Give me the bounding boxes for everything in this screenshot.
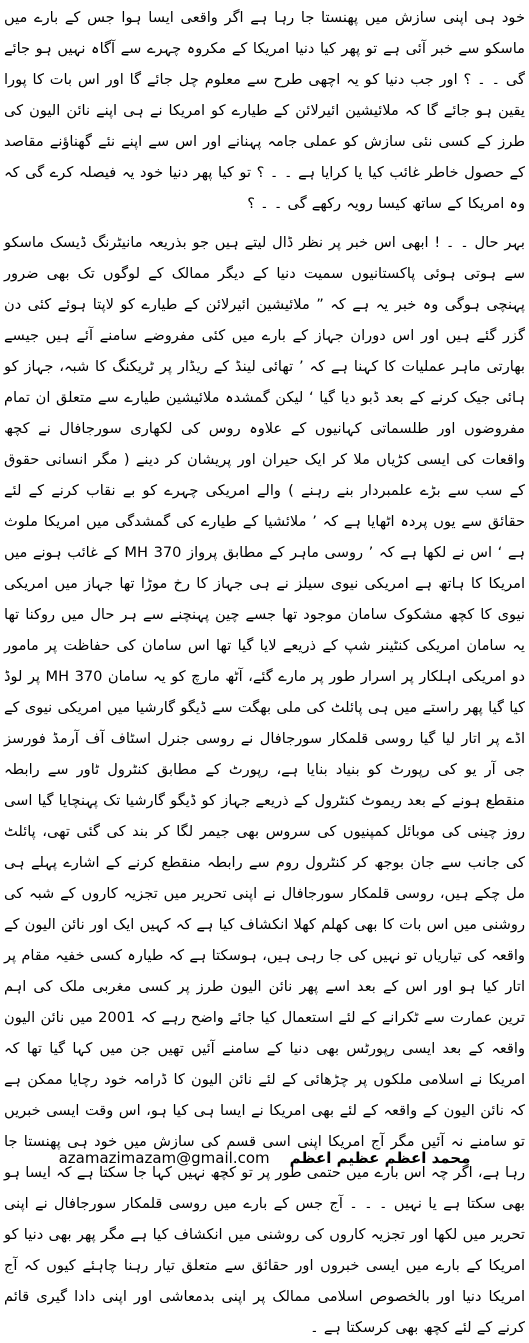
author-email: azamazimazam@gmail.com xyxy=(58,1149,270,1167)
signature-footer xyxy=(0,1143,529,1173)
article-paragraph-2: بہر حال ۔ ۔ ! ابھی اس خبر پر نظر ڈال لیتے ہیں جو بذریعہ مانیٹرنگ ڈیسک ماسکو سے ہوتی ہوئی پاکستانیوں سمیت دنیا کے دیگر ممالک کے لوگوں تک بھی ضرور پہنچی ہوگی وہ خبر یہ ہے کہ ” ملائیشین ائیرلائن کے طیارے کو لاپتا ہوئے کئی دن گزر گئے ہیں اور اس دوران جہاز کے بارے میں کئی مفروضے سامنے آئے ہیں جیسے بھارتی ماہر عملیات کا کہنا ہے کہ ’ تھائی لینڈ کے ریڈار پر ٹریکنگ کا شبہ، جہاز کو ہائی جیک کرنے کے بعد ڈبو دیا گیا ‘ لیکن گمشدہ ملائیشین طیارے سے متعلق ان تمام مفروضوں اور طلسماتی کہانیوں کے علاوہ روس کی لکھاری سورجافال نے کچھ واقعات کی ایسی کڑیاں ملا کر ایک حیران اور پریشان کر دینے ( مگر انسانی حقوق کے سب سے بڑے علمبردار بنے رہنے ) والے امریکی چہرے کو بے نقاب کرنے کے لئے حقائق سے یوں پردہ اٹھایا ہے کہ ’ ملائشیا کے طیارے کی گمشدگی میں امریکا ملوث ہے ‘ اس نے لکھا ہے کہ ’ روسی ماہر کے مطابق پرواز MH 370 کے غائب ہونے میں امریکا کا ہاتھ ہے امریکی نیوی سیلز نے ہی جہاز کا رخ موڑا تھا جہاز میں امریکی نیوی کا کچھ مشکوک سامان موجود تھا جسے چین پہنچنے سے ہر حال میں روکنا تھا یہ سامان امریکی کنٹینر شپ کے ذریعے لایا گیا تھا اس سامان کی حفاظت پر مامور دو امریکی اہلکار پر اسرار طور پر مارے گئے، آٹھ مارچ کو یہ سامان MH 370 پر لوڈ کیا گیا پھر راستے میں ہی پائلٹ کی ملی بھگت سے ڈیگو گارشیا میں امریکی نیوی کے اڈے پر اتار لیا گیا روسی قلمکار سورجافال نے روسی جنرل اسٹاف آف آرمڈ فورسز جی آر یو کی رپورٹ کو بنیاد بنایا ہے، رپورٹ کے مطابق کنٹرول ٹاور سے رابطہ منقطع ہونے کے بعد ریموٹ کنٹرول کے ذریعے جہاز کو ڈیگو گارشیا تک پہنچایا گیا اسی روز چینی کی موبائل کمپنیوں کی سروس بھی جیمر لگا کر بند کی گئی تھی، پائلٹ کی جانب سے جان بوجھ کر کنٹرول روم سے رابطہ منقطع کرنے کے اشارے پہلے ہی مل چکے ہیں، روسی قلمکار سورجافال نے اپنی تحریر میں تجزیہ کاروں کے شبہ کی روشنی میں اس بات کا بھی کھلم کھلا انکشاف کیا ہے کہ کہیں ایک اور نائن الیون کے واقعہ کی تیاریاں تو نہیں کی جا رہی ہیں، ہوسکتا ہے کہ طیارہ کسی خفیہ مقام پر اتار کیا ہو اور اس کے بعد اسے پھر نائن الیون طرز پر کسی مغربی ملک کی اہم ترین عمارت سے ٹکرانے کے لئے استعمال کیا جائے واضح رہے کہ 2001 میں نائن الیون واقعہ کے بعد ایسی رپورٹس بھی دنیا کے سامنے آئیں تھیں جن میں کہا گیا تھا کہ امریکا نے اسلامی ملکوں پر چڑھائی کے لئے نائن الیون کا ڈرامہ خود رچایا ممکن ہے کہ نائن الیون کے واقعہ کے لئے بھی امریکا نے ایسا ہی کیا ہو، اس وقت ایسی خبریں تو سامنے نہ آئیں مگر آج امریکا اپنی اسی قسم کی سازش میں خود ہی پھنستا جا رہا ہے، اگر چہ اس بارے میں حتمی طور پر تو کچھ نہیں کہا جا سکتا ہے کہ ایسا ہو بھی سکتا ہے یا نہیں ۔ ۔ ۔ آج جس کے بارے میں روسی قلمکار سورجافال نے اپنی تحریر میں لکھا اور تجزیہ کاروں کی روشنی میں انکشاف کیا ہے مگر پھر بھی دنیا کو امریکا کے بارے میں ایسی خبروں اور حقائق سے متعلق تیار رہنا چاہئے کیوں کہ آج امریکا دنیا اور بالخصوص اسلامی ممالک پر اپنی بدمعاشی اور اپنی دادا گیری قائم کرنے کے لئے کچھ بھی کرسکتا ہے ۔ xyxy=(4,234,525,1336)
author-name: محمد اعظم عظیم اعظم xyxy=(289,1149,471,1167)
article-body xyxy=(4,2,525,1343)
article-paragraph-1: خود ہی اپنی سازش میں پھنستا جا رہا ہے اگر واقعی ایسا ہوا جس کے بارے میں ماسکو سے خبر آئی ہے تو پھر کیا دنیا امریکا کے مکروہ چہرے سے آگاہ نہیں ہو جائے گی ۔ ۔ ؟ اور جب دنیا کو یہ اچھی طرح سے معلوم چل جائے گا اور اس بات کا پورا یقین ہو جائے گا کہ ملائیشین ائیرلائن کے طیارے کو امریکا نے ہی اپنے نائن الیون کی طرز کے کسی نئی سازش کو عملی جامہ پہنانے اور اس سے اپنے نئے گھناؤنے مقاصد کے حصول خاطر غائب کیا یا کرایا ہے ۔ ۔ ؟ تو کیا پھر دنیا خود یہ فیصلہ کرے گی کہ وہ امریکا کے ساتھ کیسا رویہ رکھے گی ۔ ۔ ؟ xyxy=(4,9,525,212)
